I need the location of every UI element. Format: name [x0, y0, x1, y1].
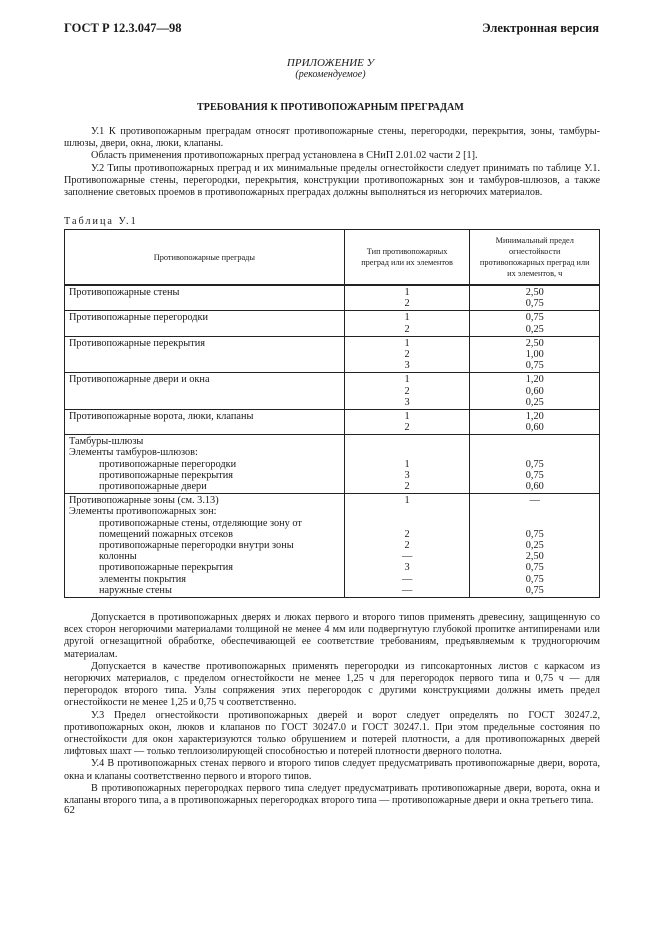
fire-resistance-cell-line: 0,75 — [525, 584, 544, 596]
paragraph-partitions: В противопожарных перегородках первого типа следует предусматривать противопожарные двери, ворота, окна и клапаны второго типа, а в противопожарных перегородках второго типа — противопожарные двери и окна третьего типа. — [64, 782, 600, 807]
barrier-name-cell — [65, 311, 345, 336]
fire-resistance-cell-line: 2,50 — [525, 337, 544, 349]
barrier-name-cell — [65, 373, 345, 410]
table-row — [65, 373, 600, 410]
fire-resistance-cell-line: 0,60 — [525, 422, 544, 434]
barrier-name-cell-line: колонны — [99, 551, 137, 563]
fire-resistance-cell — [470, 311, 600, 336]
barrier-type-cell-line: 1 — [404, 374, 410, 386]
barrier-type-cell-line: 2 — [404, 385, 410, 397]
barrier-type-cell-line — [345, 506, 470, 517]
barrier-type-cell-line — [345, 518, 470, 529]
barrier-name-cell-line — [69, 360, 344, 371]
barrier-name-cell — [65, 435, 345, 494]
barrier-type-cell-line — [345, 447, 470, 458]
fire-resistance-cell-line: 2,50 — [525, 287, 544, 298]
fire-resistance-cell — [470, 435, 600, 494]
barrier-type-cell-line: 1 — [404, 287, 410, 298]
barrier-type-cell-line: 2 — [404, 298, 410, 310]
barrier-type-cell-line: 2 — [404, 422, 410, 434]
barrier-name-cell-line — [69, 397, 344, 408]
barrier-type-cell-line: 3 — [404, 562, 410, 574]
table-header-row — [65, 230, 600, 286]
table-row — [65, 311, 600, 336]
barrier-name-cell-line: Противопожарные ворота, люки, клапаны — [69, 410, 254, 422]
barrier-name-cell — [65, 336, 345, 373]
fire-resistance-cell-line: 0,75 — [525, 573, 544, 585]
intro-text — [64, 126, 600, 199]
barrier-type-cell — [344, 494, 470, 598]
barrier-type-cell-line: — — [401, 573, 413, 585]
fire-resistance-cell-line: 0,75 — [525, 562, 544, 574]
fire-resistance-cell-line: 0,75 — [525, 528, 544, 540]
barrier-name-cell-line: противопожарные перегородки внутри зоны — [99, 539, 294, 551]
barrier-type-cell-line: 1 — [404, 495, 410, 507]
barrier-name-cell-line: Противопожарные перекрытия — [69, 337, 205, 349]
barrier-name-cell-line — [69, 324, 344, 335]
barrier-type-cell-line: 1 — [404, 337, 410, 349]
table-row — [65, 336, 600, 373]
fire-resistance-cell-line — [470, 447, 599, 458]
barrier-type-cell-line: 2 — [404, 481, 410, 492]
page-number: 62 — [64, 804, 75, 816]
barrier-type-cell — [344, 285, 470, 311]
barrier-name-cell-line: противопожарные перекрытия — [99, 562, 234, 574]
barrier-type-cell-line: 2 — [404, 539, 410, 551]
fire-resistance-cell-line — [470, 506, 599, 517]
barrier-type-cell-line: 2 — [404, 348, 410, 360]
paragraph-scope: Область применения противопожарных преград установлена в СНиП 2.01.02 части 2 [1]. — [91, 150, 478, 162]
fire-resistance-cell-line — [470, 518, 599, 529]
paragraph-u2: У.2 Типы противопожарных преград и их минимальные пределы огнестойкости следует принимать по таблице У.1. Противопожарные стены, перегородки, перекрытия, конструкции противопожарных зон и тамбуров-шлюзов, а также заполнение световых проемов в противопожарных преградах должны выполняться из негорючих материалов. — [64, 162, 600, 199]
fire-barriers-table — [64, 229, 600, 598]
header-limit — [470, 230, 600, 286]
barrier-type-cell — [344, 311, 470, 336]
barrier-name-cell-line: Противопожарные перегородки — [69, 312, 209, 324]
fire-resistance-cell-line: 0,60 — [525, 481, 544, 492]
barrier-type-cell-line: 1 — [404, 312, 410, 324]
fire-resistance-cell-line: 0,25 — [525, 539, 544, 551]
barrier-name-cell-line: Элементы тамбуров-шлюзов: — [69, 447, 198, 459]
fire-resistance-cell-line: — — [529, 495, 540, 507]
barrier-type-cell — [344, 336, 470, 373]
fire-resistance-cell — [470, 494, 600, 598]
paragraph-u1: У.1 К противопожарным преградам относят противопожарные стены, перегородки, перекрытия, зоны, тамбуры-шлюзы, двери, окна, люки, клапаны. — [64, 126, 600, 150]
fire-resistance-cell-line: 2,50 — [525, 551, 544, 563]
barrier-type-cell — [344, 409, 470, 434]
fire-resistance-cell-line: 0,25 — [525, 396, 544, 408]
header-type — [344, 230, 470, 286]
barrier-name-cell-line — [69, 298, 344, 309]
standard-code: ГОСТ Р 12.3.047—98 — [64, 21, 182, 35]
fire-resistance-cell-line: 0,75 — [525, 298, 544, 310]
fire-resistance-cell-line: 0,25 — [525, 323, 544, 335]
barrier-name-cell-line: Тамбуры-шлюзы — [69, 436, 144, 448]
barrier-name-cell-line — [69, 422, 344, 433]
fire-resistance-cell — [470, 373, 600, 410]
table-row — [65, 409, 600, 434]
fire-resistance-cell-line: 0,75 — [525, 458, 544, 470]
barrier-type-cell — [344, 435, 470, 494]
barrier-name-cell-line: противопожарные двери — [99, 481, 207, 492]
barrier-name-cell-line: Элементы противопожарных зон: — [69, 506, 217, 518]
header-limit-text: Минимальный предел огнестойкости противопожарных преград или их элементов, ч — [479, 236, 590, 278]
fire-resistance-cell-line: 1,00 — [525, 348, 544, 360]
fire-resistance-cell-line — [470, 436, 599, 447]
barrier-name-cell — [65, 409, 345, 434]
table-body — [65, 285, 600, 597]
fire-resistance-cell-line: 1,20 — [525, 410, 544, 422]
table-row — [65, 494, 600, 598]
barrier-type-cell-line: — — [401, 551, 413, 563]
note-gypsum: Допускается в качестве противопожарных применять перегородки из гипсокартонных листов с каркасом из негорючих материалов, с пределом огнестойкости не менее 1,25 ч для перегородок первого типа и 0,75 ч — для перегородок второго типа. Узлы сопряжения этих перегородок с другими конструкциями должны иметь предел огнестойкости не менее 1,25 и 0,75 ч соответственно. — [64, 660, 600, 709]
barrier-type-cell-line: 2 — [404, 323, 410, 335]
header-type-text: Тип противопожарных преград или их элементов — [361, 247, 453, 267]
edition-label: Электронная версия — [482, 21, 599, 35]
notes-text — [64, 612, 600, 807]
fire-resistance-cell-line: 0,60 — [525, 385, 544, 397]
barrier-name-cell-line: наружные стены — [99, 584, 172, 596]
fire-resistance-cell — [470, 285, 600, 311]
table-caption: Таблица У.1 — [64, 216, 138, 227]
barrier-type-cell — [344, 373, 470, 410]
barrier-type-cell-line: 3 — [404, 469, 410, 481]
barrier-type-cell-line: 1 — [404, 410, 410, 422]
appendix-label: ПРИЛОЖЕНИЕ У — [286, 57, 375, 69]
barrier-name-cell-line: Противопожарные стены — [69, 287, 180, 298]
fire-resistance-cell-line: 0,75 — [525, 469, 544, 481]
barrier-name-cell-line — [69, 386, 344, 397]
appendix-title: ТРЕБОВАНИЯ К ПРОТИВОПОЖАРНЫМ ПРЕГРАДАМ — [197, 102, 464, 113]
fire-resistance-cell-line: 0,75 — [525, 312, 544, 324]
table-row — [65, 435, 600, 494]
barrier-name-cell-line: Противопожарные зоны (см. 3.13) — [69, 495, 219, 507]
barrier-name-cell — [65, 494, 345, 598]
paragraph-u4: У.4 В противопожарных стенах первого и второго типов следует предусматривать противопожарные двери, ворота, окна и клапаны соответственно первого и второго типов. — [64, 758, 600, 782]
barrier-name-cell-line: помещений пожарных отсеков — [99, 528, 233, 540]
paragraph-u3: У.3 Предел огнестойкости противопожарных дверей и ворот следует определять по ГОСТ 30247.2, противопожарных окон, люков и клапанов по ГОСТ 30247.0 и ГОСТ 30247.1. При этом предельные состояния по огнестойкости для окон характеризуются только обрушением и потерей плотности, а для противопожарных дверей лифтовых шахт — только теплоизолирующей способностью и потерей плотности дверного полотна. — [64, 709, 600, 758]
fire-resistance-cell-line: 0,75 — [525, 360, 544, 372]
barrier-name-cell-line — [69, 349, 344, 360]
fire-resistance-cell-line: 1,20 — [525, 374, 544, 386]
barrier-name-cell-line: противопожарные перекрытия — [99, 469, 234, 481]
barrier-name-cell — [65, 285, 345, 311]
fire-resistance-cell — [470, 336, 600, 373]
barrier-type-cell-line: 3 — [404, 360, 410, 372]
barrier-type-cell-line: — — [401, 584, 413, 596]
barrier-type-cell-line: 2 — [404, 528, 410, 540]
note-wood: Допускается в противопожарных дверях и люках первого и второго типов применять древесину, защищенную со всех сторон негорючими материалами толщиной не менее 4 мм или подвергнутую глубокой пропитке антипиренами или другой огнезащитной обработке, обеспечивающей ее соответствие требованиям, предъявляемым к трудногорючим материалам. — [64, 612, 600, 660]
fire-resistance-cell — [470, 409, 600, 434]
table-row — [65, 285, 600, 311]
appendix-status: (рекомендуемое) — [295, 69, 366, 80]
barrier-type-cell-line: 1 — [404, 458, 410, 470]
barrier-name-cell-line: элементы покрытия — [99, 573, 187, 585]
barrier-name-cell-line: противопожарные стены, отделяющие зону от — [99, 517, 302, 529]
barrier-type-cell-line: 3 — [404, 396, 410, 408]
barrier-name-cell-line: Противопожарные двери и окна — [69, 374, 210, 386]
barrier-name-cell-line: противопожарные перегородки — [99, 458, 237, 470]
header-barriers: Противопожарные преграды — [65, 230, 345, 286]
barrier-type-cell-line — [345, 436, 470, 447]
